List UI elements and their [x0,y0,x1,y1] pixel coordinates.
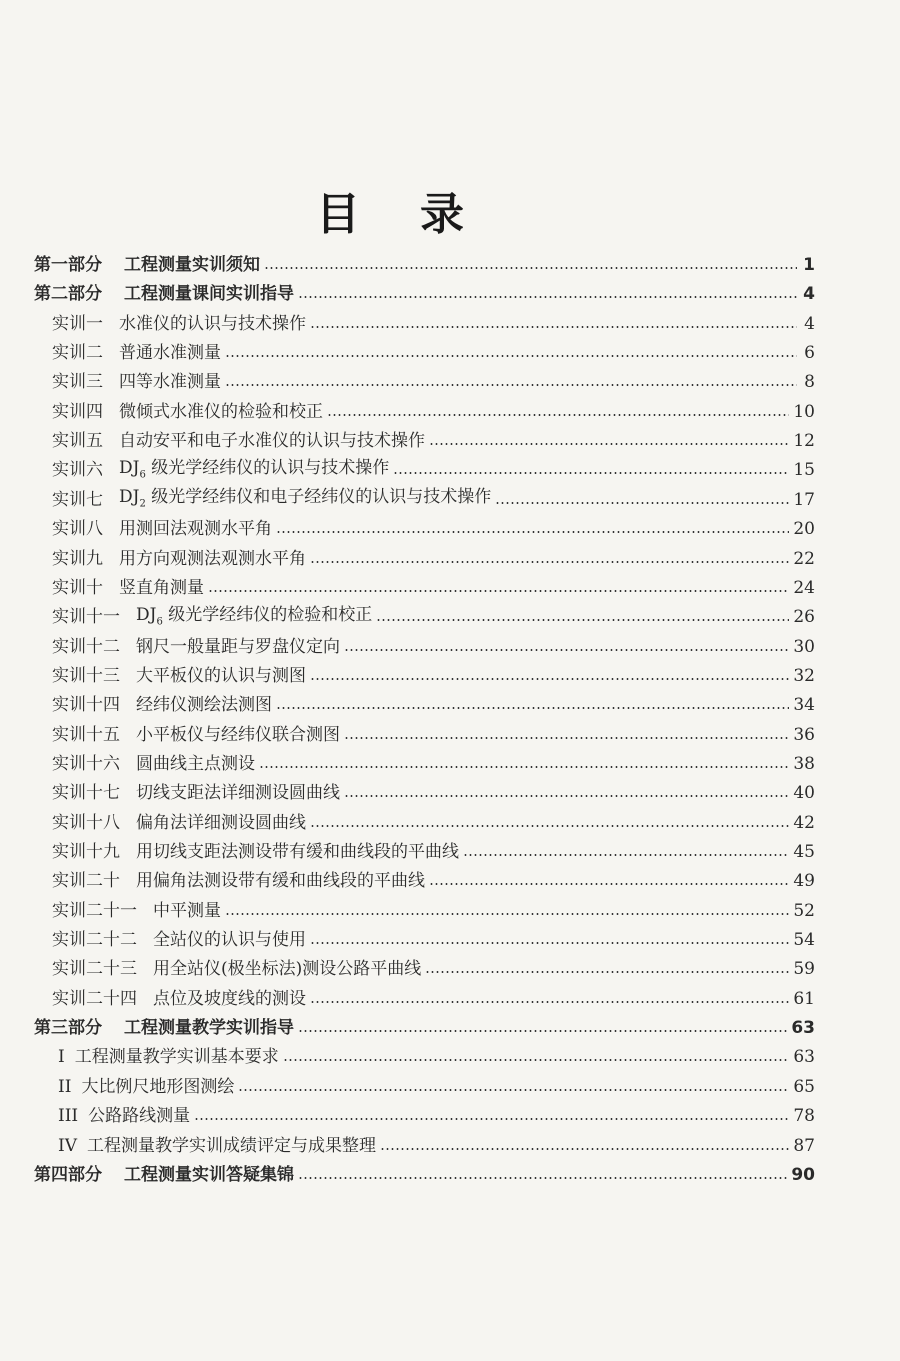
title-text: 工程测量教学实训指导 [124,1018,294,1039]
dot-leader [429,443,789,445]
toc-entry-page: 4 [804,313,815,334]
toc-entry-page: 63 [791,1018,815,1039]
toc-entry-title [81,1072,234,1097]
toc-entry[interactable] [58,1097,815,1126]
dot-leader [225,355,797,357]
toc-entry-label: 实训六 [52,460,103,481]
title-text: 工程测量实训答疑集锦 [124,1164,294,1185]
toc-entry-title [136,720,340,745]
toc-entry[interactable] [52,657,815,686]
toc-entry[interactable] [58,1127,815,1156]
toc-entry-label: 第二部分 [34,284,102,305]
dot-leader [310,678,789,680]
toc-entry-page: 22 [793,548,815,569]
title-text: 工程测量教学实训成绩评定与成果整理 [87,1135,376,1156]
toc-entry-page: 32 [793,665,815,686]
toc-entry-label: III [58,1106,79,1127]
toc-entry[interactable] [52,950,815,979]
toc-entry-label: 实训十六 [52,753,120,774]
dot-leader [393,472,789,474]
dot-leader [344,737,789,739]
dot-leader [298,1030,787,1032]
title-text: 普通水准测量 [119,343,221,364]
toc-entry-title [88,1101,190,1126]
title-text: 水准仪的认识与技术操作 [119,313,306,334]
dot-leader [495,502,789,504]
title-text: 中平测量 [153,900,221,921]
dot-leader [225,384,797,386]
toc-entry-title [136,778,340,803]
toc-entry-label: 实训九 [52,548,103,569]
toc-entry-page: 6 [804,343,815,364]
toc-entry-title [136,600,372,627]
title-text: 公路路线测量 [88,1106,191,1127]
toc-entry-page: 34 [793,695,815,716]
toc-entry-label: 实训十三 [52,665,120,686]
toc-entry-title [136,632,340,657]
toc-entry-page: 54 [793,930,815,951]
toc-entry-label: 实训二十四 [52,988,137,1009]
toc-entry[interactable] [52,363,815,392]
toc-entry-page: 26 [793,607,815,628]
toc-entry-page: 1 [803,255,815,275]
toc-entry-label: 实训三 [52,372,103,393]
toc-entry-title [153,925,306,950]
dot-leader [376,619,789,621]
dot-leader [327,414,789,416]
dot-leader [264,267,797,269]
toc-entry-label: 实训四 [52,401,103,422]
toc-entry-label: 实训十九 [52,842,120,862]
dot-leader [429,883,789,885]
toc-entry-title [119,453,389,480]
toc-entry-label: 实训十一 [52,607,120,628]
toc-part-entry[interactable] [34,275,815,304]
toc-entry-page: 45 [793,842,815,862]
title-text: 点位及坡度线的测设 [153,988,306,1009]
dot-leader [259,766,789,768]
toc-entry-title [136,749,255,774]
toc-entry[interactable] [52,862,815,891]
toc-entry-label: 实训十二 [52,636,120,657]
toc-entry[interactable] [52,921,815,950]
dot-leader [310,825,789,827]
toc-entry-title [119,397,323,422]
toc-entry-title [75,1042,279,1067]
dot-leader [310,1001,789,1003]
toc-entry-page: 17 [793,489,815,510]
dot-leader [283,1059,790,1061]
toc-part-entry[interactable] [34,246,815,275]
toc-entry-page: 8 [804,372,815,393]
toc-entry-title [124,279,294,304]
toc-entry[interactable] [52,804,815,833]
toc-entry-label: 实训二十二 [52,930,137,951]
toc-part-entry[interactable] [34,1156,815,1185]
toc-entry-title [119,544,306,569]
title-text: 切线支距法详细测设圆曲线 [136,783,340,804]
toc-entry-page: 40 [793,783,815,804]
title-text: 用偏角法测设带有缓和曲线段的平曲线 [136,871,425,892]
toc-entry-label: II [58,1076,72,1097]
toc-entry[interactable] [58,1038,815,1067]
toc-entry-title [119,309,306,334]
toc-entry-label: 实训十四 [52,695,120,716]
toc-entry-label: 实训二十 [52,871,120,892]
toc-entry-page: 52 [793,900,815,921]
toc-entry-page: 10 [793,401,815,422]
title-prefix: DJ [119,458,140,479]
toc-entry-label: 实训二十一 [52,900,137,921]
toc-entry-page: 20 [793,519,815,540]
title-text: 钢尺一般量距与罗盘仪定向 [136,636,340,657]
toc-entry-page: 36 [793,724,815,745]
toc-entry-label: IV [58,1135,77,1156]
toc-entry[interactable] [52,451,815,480]
title-text: 工程测量教学实训基本要求 [74,1047,279,1068]
toc-entry-title [136,808,306,833]
toc-entry-page: 12 [793,431,815,452]
toc-entry-page: 49 [793,871,815,892]
title-prefix: DJ [136,604,157,625]
toc-entry-title [119,482,491,509]
toc-entry[interactable] [52,833,815,862]
dot-leader [344,795,789,797]
title-text: 四等水准测量 [119,372,221,393]
title-prefix: DJ [119,487,140,508]
toc-entry[interactable] [52,334,815,363]
toc-entry-page: 78 [793,1106,815,1127]
title-text: 用全站仪(极坐标法)测设公路平曲线 [153,959,422,980]
toc-entry[interactable] [52,716,815,745]
toc-entry-label: 实训五 [52,431,103,452]
toc-entry[interactable] [52,510,815,539]
title-text: 级光学经纬仪和电子经纬仪的认识与技术操作 [145,487,492,508]
toc-entry-label: I [58,1047,65,1068]
dot-leader [276,531,789,533]
toc-entry-title [153,954,421,979]
toc-entry-page: 87 [793,1135,815,1156]
toc-entry-title [124,1013,294,1038]
toc-entry-page: 59 [793,959,815,980]
title-text: 工程测量课间实训指导 [124,284,294,305]
toc-entry-page: 30 [793,636,815,657]
toc-entry-title [119,338,221,363]
toc-entry-label: 实训十八 [52,812,120,833]
dot-leader [276,707,789,709]
dot-leader [344,649,789,651]
title-text: 经纬仪测绘法测图 [136,695,272,716]
dot-leader [298,1177,787,1179]
dot-leader [463,854,789,856]
title-text: 全站仪的认识与使用 [153,930,306,951]
toc-entry[interactable] [58,1068,815,1097]
title-text: 级光学经纬仪的检验和校正 [162,604,373,625]
dot-leader [194,1118,789,1120]
toc-entry[interactable] [52,598,815,627]
toc-part-entry[interactable] [34,1009,815,1038]
page-title: 目录 [316,189,524,240]
toc-entry-label: 实训十七 [52,783,120,804]
toc-entry-label: 实训十 [52,577,103,598]
title-text: 用切线支距法测设带有缓和曲线段的平曲线 [136,842,459,862]
toc-entry-page: 4 [803,284,815,305]
toc-entry[interactable] [52,686,815,715]
title-subscript: 6 [139,469,146,481]
toc-entry-page: 15 [793,460,815,481]
toc-entry-page: 61 [793,988,815,1009]
toc-entry[interactable] [52,422,815,451]
toc-entry[interactable] [52,774,815,803]
toc-entry-page: 65 [793,1076,815,1097]
toc-entry-label: 实训七 [52,489,103,510]
title-subscript: 2 [139,498,146,510]
dot-leader [298,296,797,298]
toc-entry[interactable] [52,481,815,510]
toc-entry-label: 第三部分 [34,1018,102,1039]
title-text: 用方向观测法观测水平角 [119,548,306,569]
toc-entry-label: 实训二 [52,343,103,364]
toc-entry-label: 第四部分 [34,1164,102,1185]
toc-entry[interactable] [52,745,815,774]
toc-entry-title [119,514,272,539]
toc-entry-page: 90 [791,1164,815,1185]
toc-entry-title [119,573,204,598]
toc-entry[interactable] [52,393,815,422]
toc-entry-title [136,661,306,686]
dot-leader [310,942,789,944]
toc-entry-title [136,690,272,715]
toc-entry-title [153,896,221,921]
title-text: 大平板仪的认识与测图 [136,665,306,686]
toc-entry-label: 实训一 [52,313,103,334]
toc-entry-label: 第一部分 [34,255,102,275]
toc-entry-label: 实训二十三 [52,959,137,980]
toc-entry-title [136,866,425,891]
toc-entry-page: 38 [793,753,815,774]
dot-leader [310,326,797,328]
toc-entry-page: 24 [793,577,815,598]
toc-entry[interactable] [52,540,815,569]
title-text: 级光学经纬仪的认识与技术操作 [145,458,390,479]
toc-entry[interactable] [52,980,815,1009]
title-subscript: 6 [156,616,163,628]
toc-entry[interactable] [52,892,815,921]
title-text: 自动安平和电子水准仪的认识与技术操作 [119,431,425,452]
title-text: 竖直角测量 [119,577,204,598]
toc-entry-title [153,984,306,1009]
title-text: 小平板仪与经纬仪联合测图 [136,724,340,745]
title-text: 工程测量实训须知 [124,255,260,275]
title-text: 圆曲线主点测设 [136,753,255,774]
dot-leader [425,971,789,973]
toc-entry-label: 实训十五 [52,724,120,745]
dot-leader [238,1089,789,1091]
toc-entry-title [87,1131,376,1156]
title-text: 用测回法观测水平角 [119,519,272,540]
title-text: 大比例尺地形图测绘 [81,1076,235,1097]
toc-entry-label: 实训八 [52,519,103,540]
toc-entry-title [136,837,459,862]
dot-leader [208,590,789,592]
toc-entry-page: 42 [793,812,815,833]
toc-entry-title [119,426,425,451]
toc-entry-title [119,367,221,392]
toc-entry-page: 63 [793,1047,815,1068]
toc-entry-title [124,1160,294,1185]
dot-leader [380,1148,789,1150]
toc-entry[interactable] [52,569,815,598]
dot-leader [310,561,789,563]
title-text: 偏角法详细测设圆曲线 [136,812,306,833]
toc-entry[interactable] [52,628,815,657]
toc-entry[interactable] [52,305,815,334]
title-text: 微倾式水准仪的检验和校正 [119,401,323,422]
dot-leader [225,913,789,915]
toc-entry-title [124,250,260,275]
